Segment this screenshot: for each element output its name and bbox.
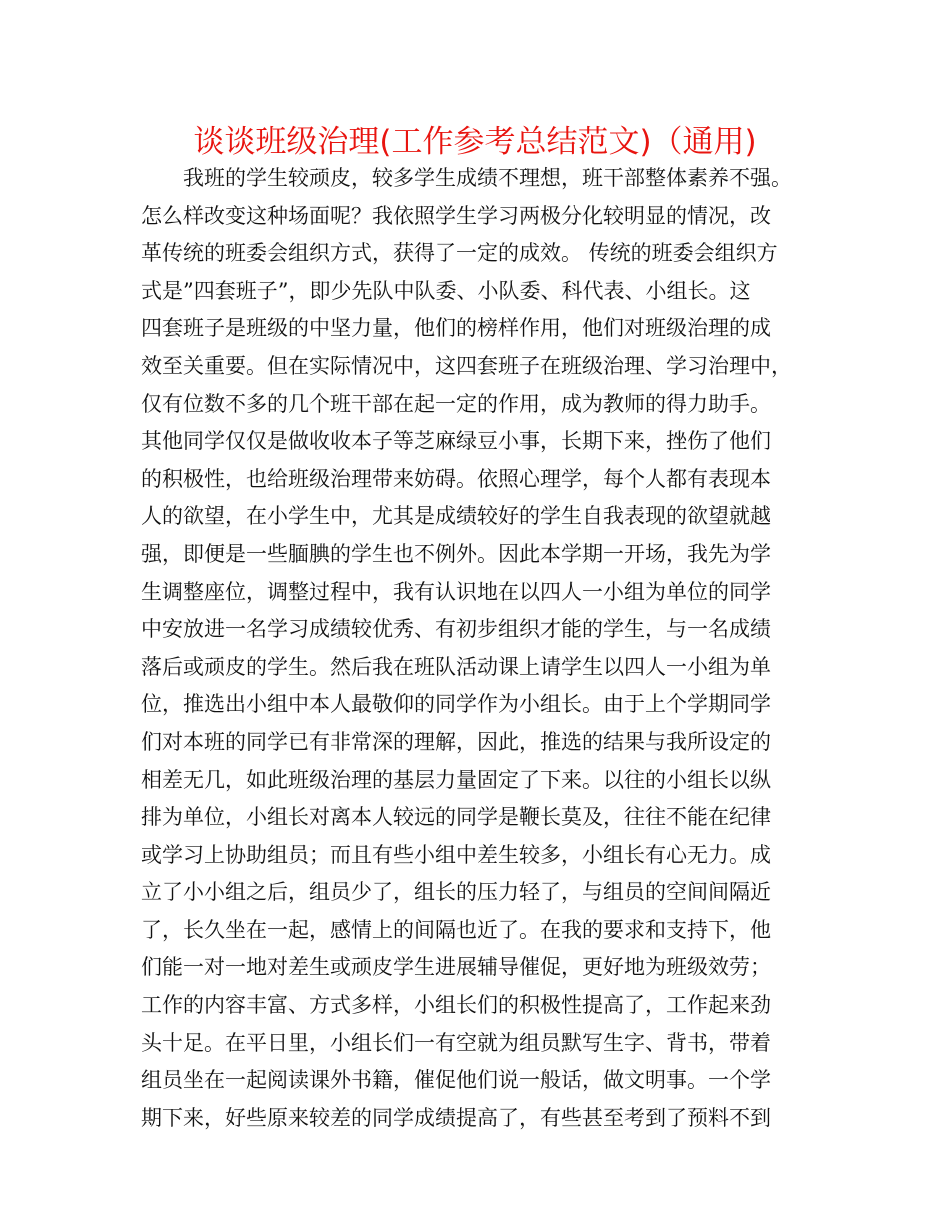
body-line: 期下来，好些原来较差的同学成绩提高了，有些甚至考到了预料不到 (141, 1105, 771, 1130)
body-line: 头十足。在平日里，小组长们一有空就为组员默写生字、背书，带着 (141, 1030, 771, 1055)
body-line: 立了小小组之后，组员少了，组长的压力轻了，与组员的空间间隔近 (141, 880, 771, 905)
body-line: 们能一对一地对差生或顽皮学生进展辅导催促，更好地为班级效劳； (141, 955, 771, 980)
body-line: 或学习上协助组员；而且有些小组中差生较多，小组长有心无力。成 (141, 842, 771, 867)
body-line: 排为单位，小组长对离本人较远的同学是鞭长莫及，往往不能在纪律 (141, 805, 771, 830)
body-line: 四套班子是班级的中坚力量，他们的榜样作用，他们对班级治理的成 (141, 316, 771, 341)
body-line: 生调整座位，调整过程中，我有认识地在以四人一小组为单位的同学 (141, 579, 771, 604)
body-line: 仅有位数不多的几个班干部在起一定的作用，成为教师的得力助手。 (141, 391, 771, 416)
body-line: 怎么样改变这种场面呢？我依照学生学习两极分化较明显的情况，改 (141, 203, 771, 228)
body-line: 了，长久坐在一起，感情上的间隔也近了。在我的要求和支持下，他 (141, 917, 771, 942)
body-line: 组员坐在一起阅读课外书籍，催促他们说一般话，做文明事。一个学 (141, 1068, 771, 1093)
body-line: 人的欲望，在小学生中，尤其是成绩较好的学生自我表现的欲望就越 (141, 504, 771, 529)
body-line: 相差无几，如此班级治理的基层力量固定了下来。以往的小组长以纵 (141, 767, 771, 792)
body-line: 落后或顽皮的学生。然后我在班队活动课上请学生以四人一小组为单 (141, 654, 771, 679)
body-line: 们对本班的同学已有非常深的理解，因此，推选的结果与我所设定的 (141, 729, 771, 754)
body-line: 效至关重要。但在实际情况中，这四套班子在班级治理、学习治理中， (141, 353, 792, 378)
document-body (141, 160, 841, 1137)
body-line: 中安放进一名学习成绩较优秀、有初步组织才能的学生，与一名成绩 (141, 617, 771, 642)
body-line: 工作的内容丰富、方式多样，小组长们的积极性提高了，工作起来劲 (141, 993, 771, 1018)
body-line: 强，即便是一些腼腆的学生也不例外。因此本学期一开场，我先为学 (141, 541, 771, 566)
body-line: 其他同学仅仅是做收收本子等芝麻绿豆小事，长期下来，挫伤了他们 (141, 429, 771, 454)
body-line: 式是”四套班子”，即少先队中队委、小队委、科代表、小组长。这 (141, 278, 751, 303)
body-line: 的积极性，也给班级治理带来妨碍。依照心理学，每个人都有表现本 (141, 466, 771, 491)
body-line: 我班的学生较顽皮，较多学生成绩不理想，班干部整体素养不强。 (141, 166, 792, 190)
body-line: 革传统的班委会组织方式，获得了一定的成效。 传统的班委会组织方 (141, 241, 778, 266)
document-title: 谈谈班级治理(工作参考总结范文)（通用) (193, 124, 757, 160)
body-line: 位，推选出小组中本人最敬仰的同学作为小组长。由于上个学期同学 (141, 692, 771, 717)
